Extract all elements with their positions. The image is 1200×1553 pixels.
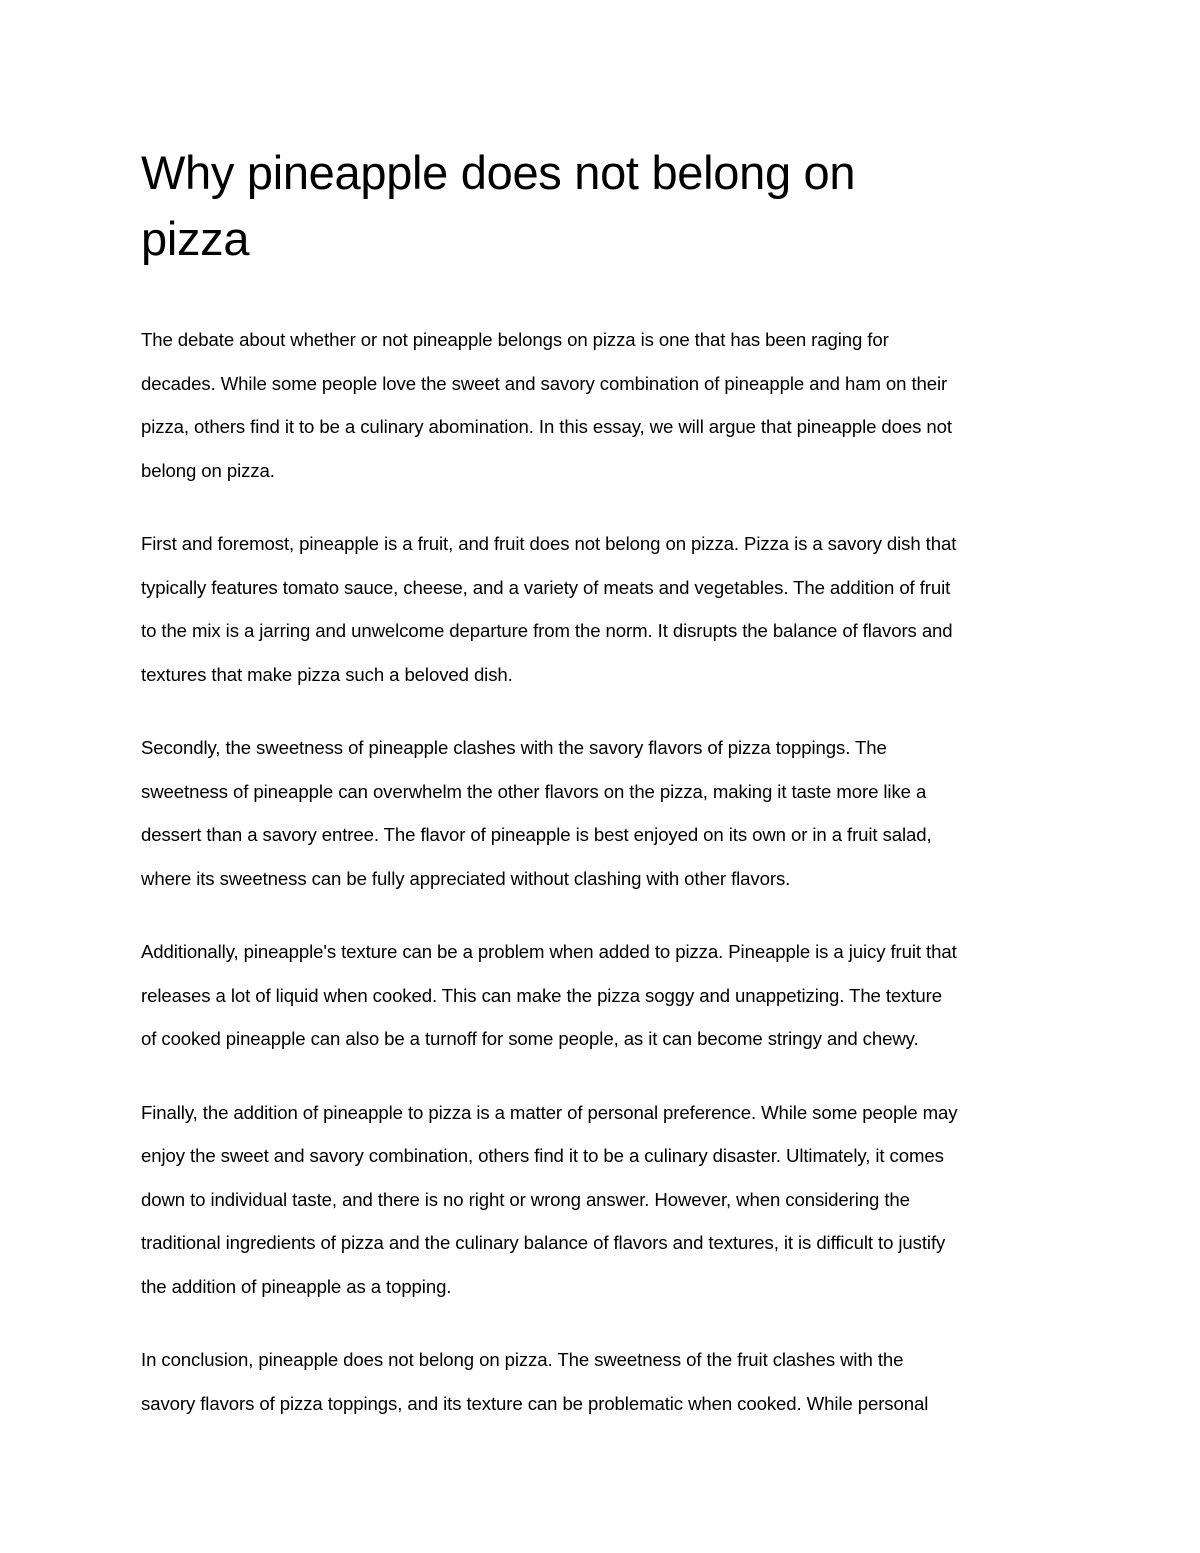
paragraph (141, 522, 1071, 696)
paragraph (141, 1091, 1071, 1309)
title-line: pizza (141, 212, 250, 265)
paragraph-line: savory flavors of pizza toppings, and its texture can be problematic when cooked. While personal (141, 1392, 929, 1414)
paragraph-line: typically features tomato sauce, cheese, and a variety of meats and vegetables. The addition of fruit (141, 576, 951, 598)
document-page (141, 140, 1071, 1425)
paragraph-line: releases a lot of liquid when cooked. This can make the pizza soggy and unappetizing. The texture (141, 984, 943, 1006)
paragraph-line: sweetness of pineapple can overwhelm the other flavors on the pizza, making it taste more like a (141, 780, 927, 802)
paragraph-line: down to individual taste, and there is no right or wrong answer. However, when considering the (141, 1188, 910, 1210)
paragraph-line: Additionally, pineapple's texture can be a problem when added to pizza. Pineapple is a juicy fruit that (141, 941, 957, 962)
document-body (141, 318, 1071, 1425)
paragraph-line: First and foremost, pineapple is a fruit, and fruit does not belong on pizza. Pizza is a savory dish that (141, 533, 957, 554)
paragraph-line: Finally, the addition of pineapple to pizza is a matter of personal preference. While some people may (141, 1101, 958, 1123)
paragraph-line: In conclusion, pineapple does not belong on pizza. The sweetness of the fruit clashes with the (141, 1349, 904, 1370)
paragraph-line: traditional ingredients of pizza and the culinary balance of flavors and textures, it is difficult to justify (141, 1232, 946, 1253)
paragraph (141, 726, 1071, 900)
paragraph (141, 930, 1071, 1061)
title-line: Why pineapple does not belong on (141, 146, 856, 199)
paragraph-line: enjoy the sweet and savory combination, others find it to be a culinary disaster. Ultimately, it comes (141, 1145, 944, 1166)
paragraph-line: pizza, others find it to be a culinary abomination. In this essay, we will argue that pineapple does not (141, 416, 952, 437)
paragraph (141, 1338, 1071, 1425)
paragraph-line: of cooked pineapple can also be a turnoff for some people, as it can become stringy and chewy. (141, 1028, 919, 1049)
paragraph-line: Secondly, the sweetness of pineapple clashes with the savory flavors of pizza toppings. The (141, 737, 887, 758)
paragraph (141, 318, 1071, 492)
paragraph-line: dessert than a savory entree. The flavor of pineapple is best enjoyed on its own or in a fruit salad, (141, 824, 932, 845)
paragraph-line: where its sweetness can be fully appreciated without clashing with other flavors. (141, 867, 791, 889)
paragraph-line: belong on pizza. (141, 459, 275, 481)
paragraph-line: decades. While some people love the sweet and savory combination of pineapple and ham on their (141, 372, 948, 394)
document-title (141, 140, 1071, 272)
paragraph-line: to the mix is a jarring and unwelcome departure from the norm. It disrupts the balance of flavors and (141, 620, 953, 641)
paragraph-line: the addition of pineapple as a topping. (141, 1275, 452, 1297)
paragraph-line: The debate about whether or not pineapple belongs on pizza is one that has been raging for (141, 329, 889, 350)
paragraph-line: textures that make pizza such a beloved dish. (141, 663, 513, 685)
